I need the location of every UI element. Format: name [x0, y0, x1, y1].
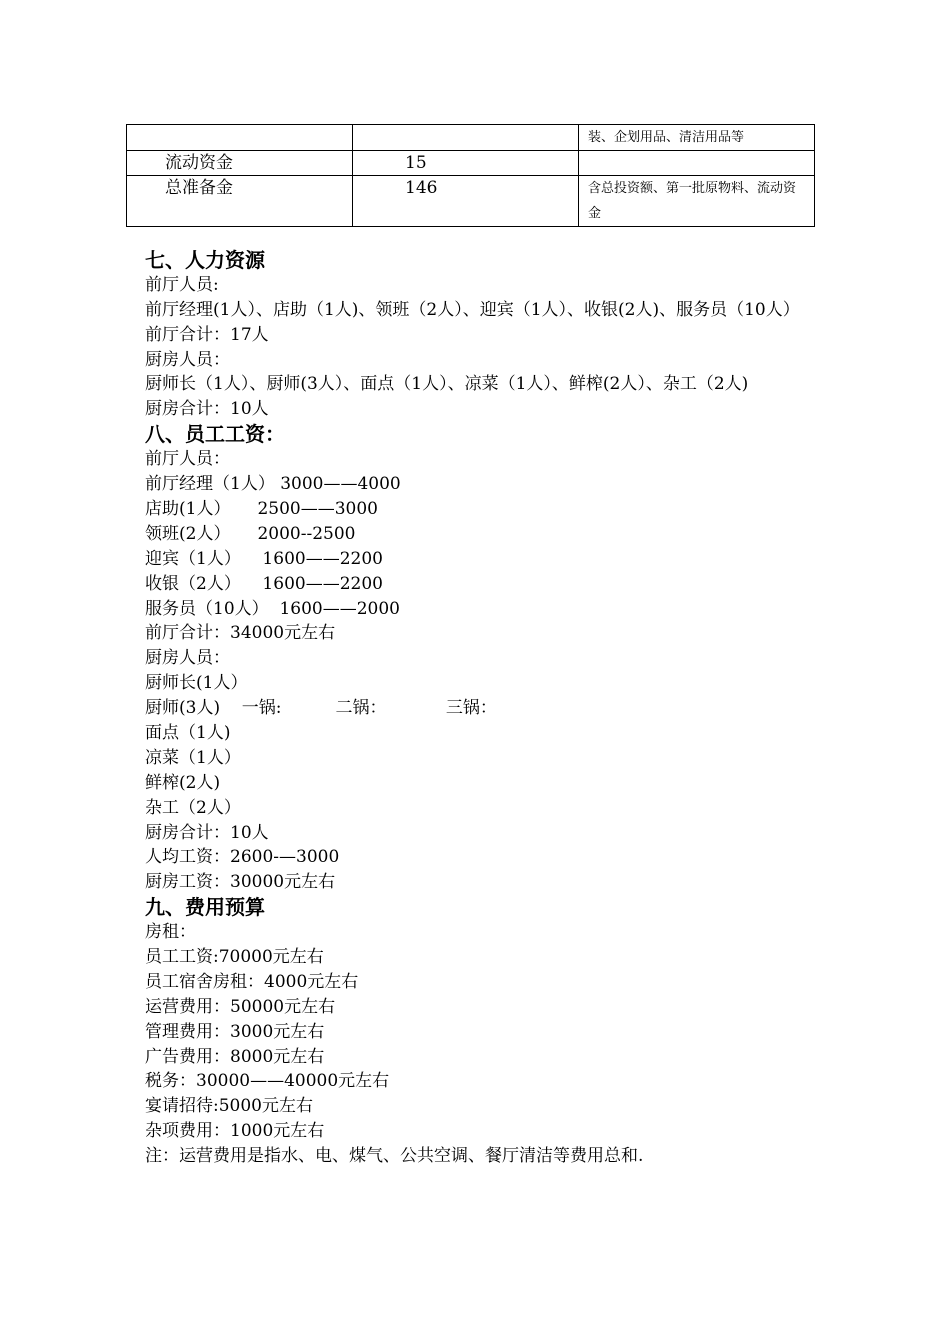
front-staff-detail: 前厅经理(1人）、店助（1人)、领班（2人）、迎宾（1人）、收银(2人)、服务员（10人） [145, 299, 800, 320]
table-cell-name [127, 125, 353, 151]
wage-line: 面点（1人) [145, 722, 231, 743]
budget-list [145, 920, 810, 1169]
wage-line: 杂工（2人） [145, 797, 241, 818]
section-heading-human-resources: 七、人力资源 [145, 248, 265, 272]
table-cell-amount: 15 [353, 151, 579, 176]
budget-line: 运营费用：50000元左右 [145, 996, 336, 1017]
table-row [127, 151, 815, 176]
table-cell-note: 装、企划用品、清洁用品等 [579, 125, 815, 151]
kitchen-staff-label: 厨房人员： [145, 349, 230, 370]
wage-line: 人均工资：2600-—3000 [145, 847, 340, 868]
budget-line: 广告费用：8000元左右 [145, 1046, 325, 1067]
budget-line: 税务：30000——40000元左右 [145, 1071, 390, 1092]
front-staff-label: 前厅人员: [145, 274, 219, 295]
wage-line: 厨师(3人) 一锅: 二锅： 三锅： [145, 698, 497, 719]
table-cell-note [579, 151, 815, 176]
wage-line: 店助(1人） 2500——3000 [145, 498, 378, 519]
budget-line: 管理费用：3000元左右 [145, 1021, 325, 1042]
budget-line: 员工宿舍房租：4000元左右 [145, 971, 359, 992]
wage-line: 收银（2人） 1600——2200 [145, 573, 383, 594]
section-heading-budget: 九、费用预算 [145, 895, 265, 920]
table-row [127, 125, 815, 151]
budget-line: 杂项费用：1000元左右 [145, 1121, 325, 1142]
wage-line: 厨房人员： [145, 648, 230, 669]
wage-line: 前厅合计：34000元左右 [145, 623, 336, 644]
wage-line: 前厅人员： [145, 449, 230, 470]
kitchen-staff-total: 厨房合计：10人 [145, 399, 269, 420]
budget-line: 注：运营费用是指水、电、煤气、公共空调、餐厅清洁等费用总和. [145, 1146, 644, 1167]
front-staff-total: 前厅合计：17人 [145, 324, 269, 345]
budget-table [126, 124, 815, 227]
table-cell-amount [353, 125, 579, 151]
table-row [127, 176, 815, 227]
wages-list [145, 447, 810, 895]
budget-line: 宴请招待:5000元左右 [145, 1096, 313, 1117]
wage-line: 凉菜（1人） [145, 747, 241, 768]
wage-line: 厨师长(1人） [145, 673, 248, 694]
table-cell-note: 含总投资额、第一批原物料、流动资金 [579, 176, 815, 227]
table-cell-name: 流动资金 [127, 151, 353, 176]
wage-line: 迎宾（1人） 1600——2200 [145, 548, 383, 569]
wage-line: 领班(2人） 2000--2500 [145, 523, 356, 544]
budget-line: 房租： [145, 922, 196, 943]
section-heading-wages: 八、员工工资： [145, 422, 285, 447]
budget-line: 员工工资:70000元左右 [145, 946, 324, 967]
wage-line: 厨房合计：10人 [145, 822, 269, 843]
wage-line: 服务员（10人） 1600——2000 [145, 598, 400, 619]
wage-line: 鲜榨(2人) [145, 772, 221, 793]
kitchen-staff-detail: 厨师长（1人）、厨师(3人）、面点（1人）、凉菜（1人）、鲜榨(2人）、杂工（2人) [145, 374, 749, 395]
table-cell-name: 总准备金 [127, 176, 353, 227]
wage-line: 前厅经理（1人） 3000——4000 [145, 474, 401, 495]
document-body [145, 248, 810, 1169]
table-cell-amount: 146 [353, 176, 579, 227]
wage-line: 厨房工资：30000元左右 [145, 872, 336, 893]
